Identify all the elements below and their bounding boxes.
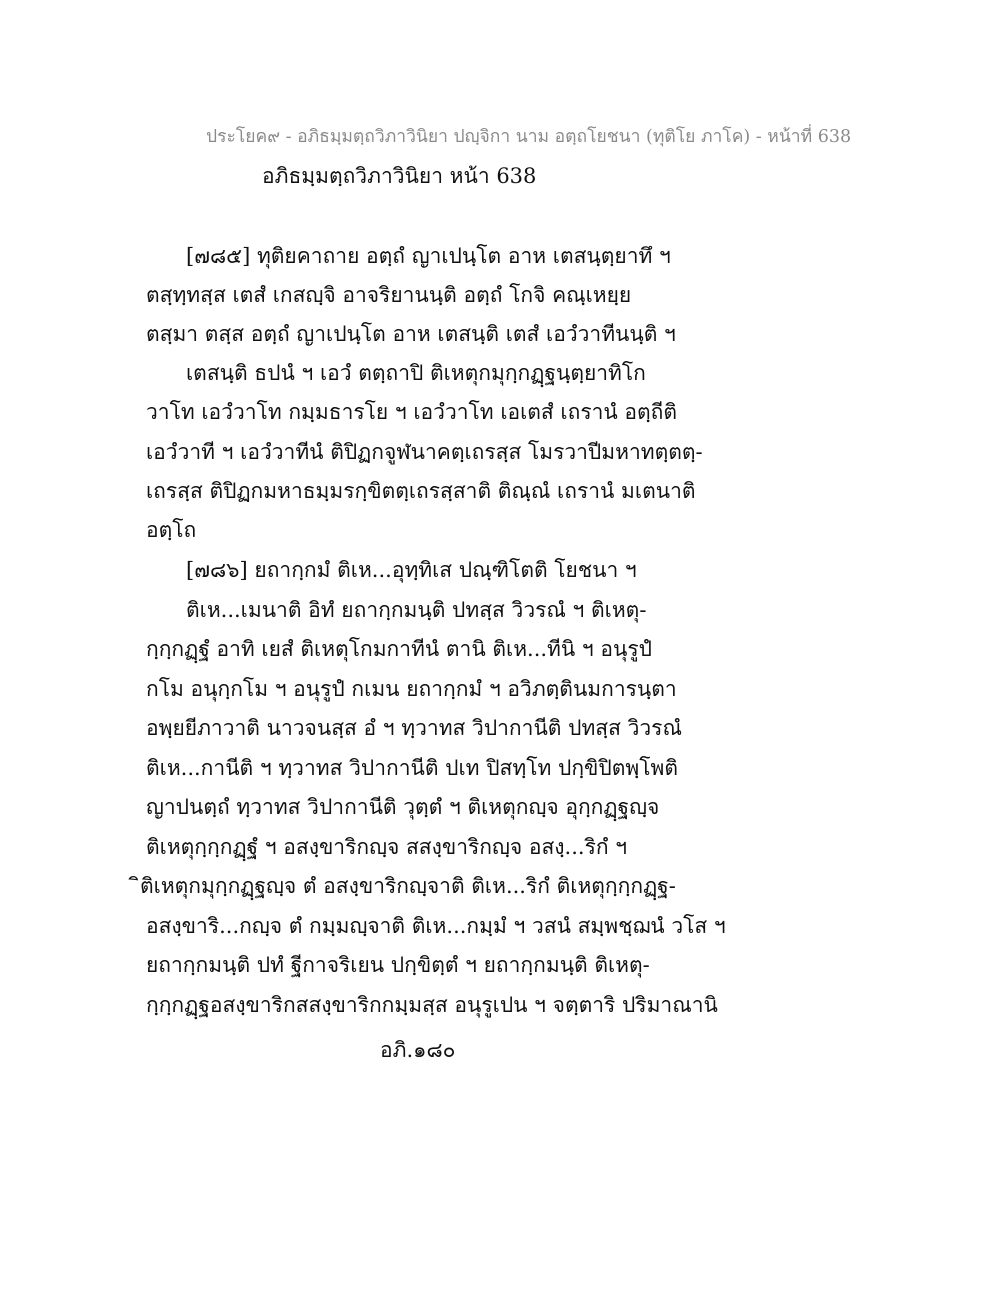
body-line: ติเห...กานีติ ฯ ทฺวาทส วิปากานีติ ปเท ปิสทฺโท ปกฺขิปิตพฺโพติ — [146, 756, 678, 780]
page-footer-signature: อภิ.๑๘๐ — [380, 1038, 456, 1062]
body-line: เตสนฺติ ธปนํ ฯ เอวํ ตตฺถาปิ ติเหตุกมุกฺกฏฺฐนฺตฺยาทิโก — [186, 361, 646, 385]
body-line: [๗๘๕] ทุติยคาถาย อตฺถํ ญาเปนฺโต อาห เตสนฺตฺยาทึ ฯ — [186, 244, 671, 268]
page-subheader: อภิธมฺมตฺถวิภาวินิยา หน้า 638 — [262, 164, 537, 188]
body-line: ยถากฺกมนฺติ ปทํ ฐีกาจริเยน ปกฺขิตฺตํ ฯ ยถากฺกมนฺติ ติเหตุ- — [146, 953, 650, 977]
body-line: กฺกฺกฏฺฐอสงฺขาริกสสงฺขาริกกมฺมสฺส อนุรูเปน ฯ จตฺตาริ ปริมาณานิ — [146, 993, 718, 1017]
body-line: ญาปนตฺถํ ทฺวาทส วิปากานีติ วุตฺตํ ฯ ติเหตุกญฺจ อุกฺกฏฺฐญฺจ — [146, 795, 660, 819]
body-line: กโม อนุกฺกโม ฯ อนุรูปํ กเมน ยถากฺกมํ ฯ อวิภตฺตินมการนฺตา — [146, 677, 677, 701]
body-line: อตฺโถ — [146, 518, 197, 542]
body-line: อสงฺขาริ...กญฺจ ตํ กมฺมญฺจาติ ติเห...กมฺมํ ฯ วสนํ สมฺพชฺฌนํ วโส ฯ — [146, 914, 726, 938]
page-header-running-title: ประโยค๙ - อภิธมฺมตฺถวิภาวินิยา ปญฺจิกา นาม อตฺถโยชนา (ทุติโย ภาโค) - หน้าที่ 638 — [206, 127, 852, 147]
body-line: ตสฺทฺทสฺส เตสํ เกสญฺจิ อาจริยานนฺติ อตฺถํ โกจิ คณฺเหยฺย — [146, 283, 632, 307]
body-line: วาโท เอวํวาโท กมฺมธารโย ฯ เอวํวาโท เอเตสํ เถรานํ อตฺถีติ — [146, 400, 678, 424]
body-line: ติเหตุกฺกฺกฏฺฐํ ฯ อสงฺขาริกญฺจ สสงฺขาริกญฺจ อสงฺ...ริกํ ฯ — [146, 835, 628, 859]
body-line: เถรสฺส ติปิฏกมหาธมฺมรกฺขิตตฺเถรสฺสาติ ติณฺณํ เถรานํ มเตนาติ — [146, 479, 696, 503]
body-line: ิติเหตุกมุกฺกฏฺฐญฺจ ตํ อสงฺขาริกญฺจาติ ติเห...ริกํ ติเหตุกฺกฺกฏฺฐ- — [140, 874, 676, 898]
body-line: ติเห...เมนาติ อิทํ ยถากฺกมนฺติ ปทสฺส วิวรณํ ฯ ติเหตุ- — [186, 598, 647, 622]
body-line: เอวํวาที ฯ เอวํวาทีนํ ติปิฏกจูฬนาคตฺเถรสฺส โมรวาปีมหาทตฺตตฺ- — [146, 440, 703, 464]
body-line: อพฺยยีภาวาติ นาวจนสฺส อํ ฯ ทฺวาทส วิปากานีติ ปทสฺส วิวรณํ — [146, 716, 682, 740]
body-line: ตสฺมา ตสฺส อตฺถํ ญาเปนฺโต อาห เตสนฺติ เตสํ เอวํวาทีนนฺติ ฯ — [146, 322, 676, 346]
body-line: กฺกฺกฏฺฐํ อาทิ เยสํ ติเหตุโกมกาทีนํ ตานิ ติเห...ทีนิ ฯ อนุรูปํ — [146, 637, 652, 661]
body-line: [๗๘๖] ยถากฺกมํ ติเห...อุทฺทิเส ปณฺฑิโตติ โยชนา ฯ — [186, 558, 637, 582]
